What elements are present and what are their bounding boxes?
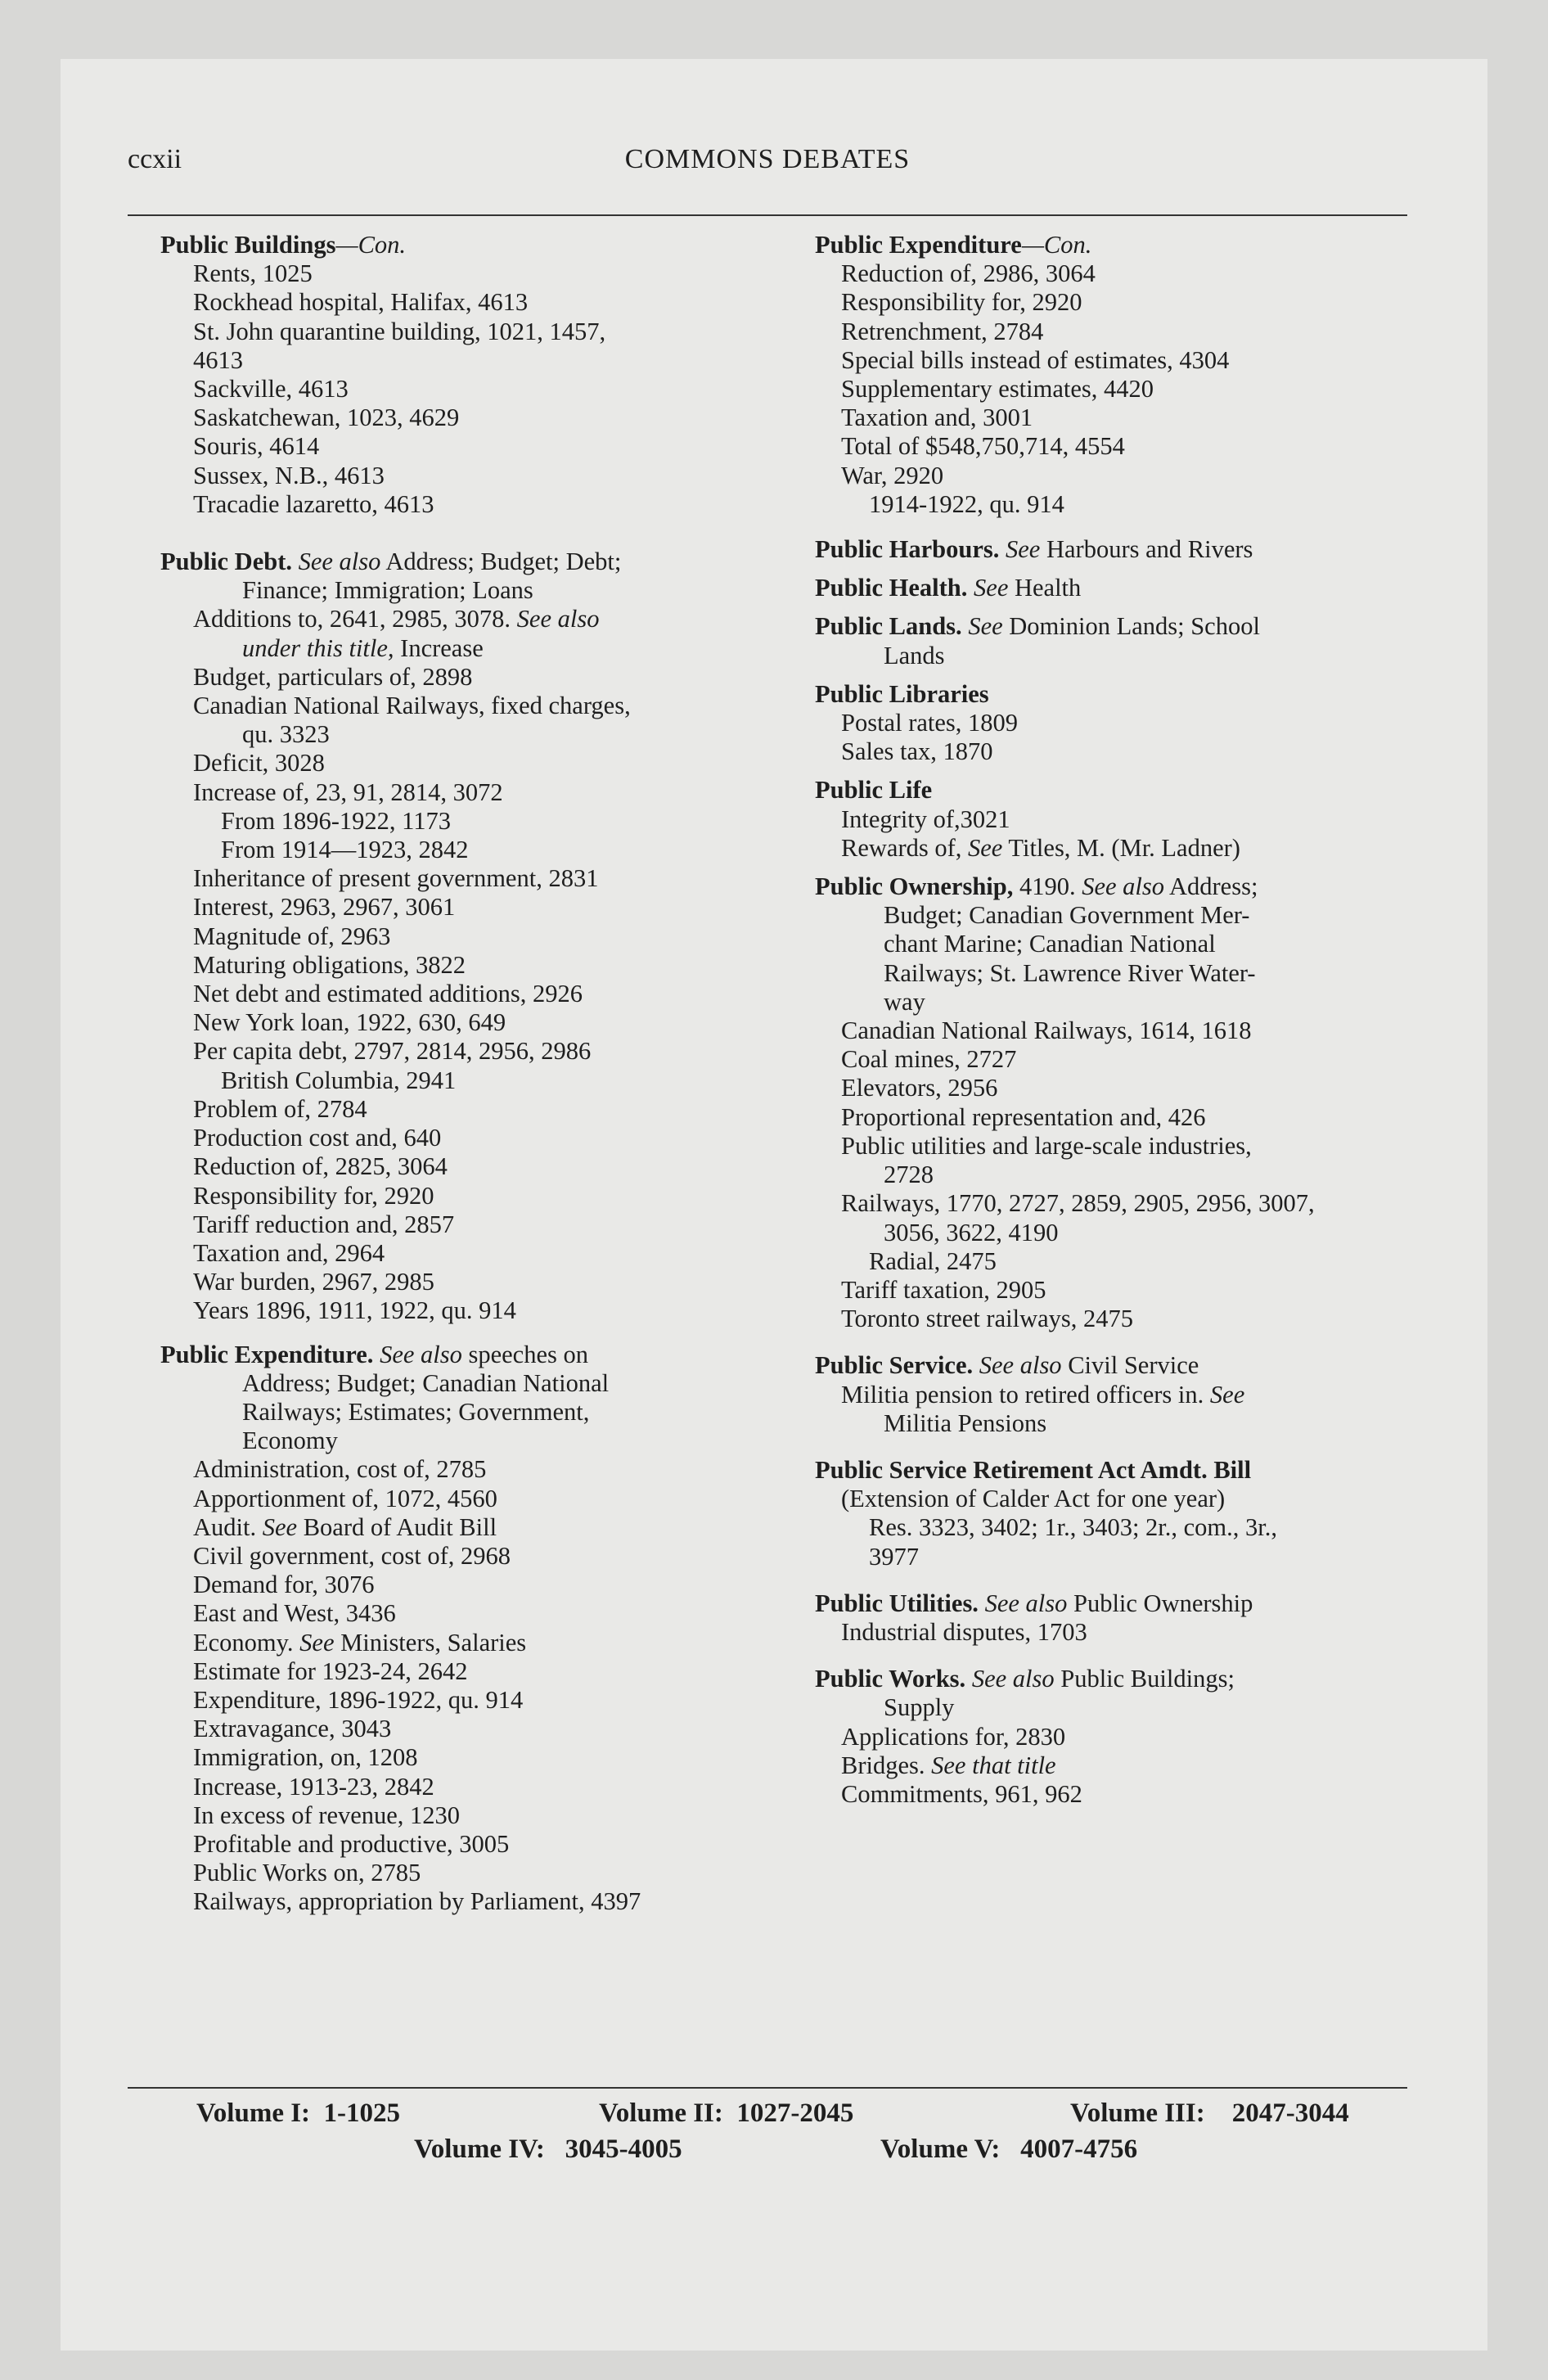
- sub-entry: Res. 3323, 3402; 1r., 3403; 2r., com., 3r.,: [869, 1513, 1278, 1542]
- entry-heading: Public Ownership,: [815, 872, 1014, 901]
- sub-entry-text: Rewards of,: [841, 833, 962, 862]
- volume-2: [599, 2098, 853, 2129]
- index-entry-public-debt: [160, 548, 799, 576]
- sub-entry: Extravagance, 3043: [193, 1715, 392, 1743]
- entry-heading: Public Expenditure.: [160, 1340, 374, 1368]
- see-also-label: See also: [380, 1340, 462, 1368]
- sub-entry: Budget, particulars of, 2898: [193, 662, 473, 691]
- entry-heading: Public Lands.: [815, 612, 962, 641]
- sub-entry: [841, 1381, 1463, 1409]
- cross-reference-cont: Railways; St. Lawrence River Water-: [884, 958, 1256, 987]
- sub-sub-entry: From 1896-1922, 1173: [221, 806, 451, 835]
- index-entry-public-expenditure-cont: [815, 231, 1463, 259]
- sub-entry: Railways, appropriation by Parliament, 4397: [193, 1887, 641, 1916]
- cross-reference: Dominion Lands; School: [1009, 612, 1260, 641]
- sub-entry: Responsibility for, 2920: [841, 288, 1082, 317]
- sub-entry: Railways, 1770, 2727, 2859, 2905, 2956, 3007,: [841, 1189, 1315, 1218]
- spacer: [193, 519, 799, 548]
- sub-entry: Deficit, 3028: [193, 749, 325, 778]
- sub-entry: [841, 1751, 1463, 1780]
- continued-label: —Con.: [1021, 231, 1092, 259]
- see-also-label: under this title,: [242, 633, 394, 662]
- sub-entry: In excess of revenue, 1230: [193, 1801, 461, 1829]
- sub-entry: Apportionment of, 1072, 4560: [193, 1484, 497, 1512]
- sub-entry: War burden, 2967, 2985: [193, 1268, 434, 1296]
- cross-reference-cont: Supply: [884, 1693, 955, 1722]
- volume-1: [196, 2098, 400, 2129]
- cross-reference-cont: Address; Budget; Canadian National: [242, 1368, 610, 1397]
- cross-reference: speeches on: [468, 1340, 588, 1368]
- spacer: [841, 519, 1463, 535]
- index-entry-public-libraries: Public Libraries: [815, 679, 989, 708]
- index-entry-public-service: [815, 1351, 1463, 1380]
- index-entry-public-service-retirement: Public Service Retirement Act Amdt. Bill: [815, 1455, 1252, 1484]
- volume-label: Volume III:: [1070, 2098, 1205, 2128]
- sub-entry: Taxation and, 2964: [193, 1238, 385, 1267]
- entry-heading: Public Expenditure: [815, 231, 1022, 259]
- sub-entry: Toronto street railways, 2475: [841, 1305, 1134, 1333]
- see-also-label: See also: [298, 548, 381, 576]
- cross-reference-cont: Finance; Immigration; Loans: [242, 576, 533, 605]
- sub-entry: War, 2920: [841, 461, 944, 489]
- see-also-label: See also: [971, 1665, 1055, 1693]
- entry-heading: Public Health.: [815, 574, 968, 602]
- sub-entry: Net debt and estimated additions, 2926: [193, 980, 583, 1008]
- continued-label: —Con.: [335, 231, 407, 259]
- sub-entry: Total of $548,750,714, 4554: [841, 432, 1125, 461]
- cross-reference: Address;: [1168, 872, 1258, 901]
- sub-entry-cont: [193, 634, 799, 663]
- cross-reference: Board of Audit Bill: [303, 1512, 497, 1541]
- volume-range: 4007-4756: [1020, 2134, 1138, 2164]
- sub-entry: St. John quarantine building, 1021, 1457,: [193, 317, 606, 345]
- sub-entry: Reduction of, 2986, 3064: [841, 259, 1096, 288]
- spacer: [841, 766, 1463, 776]
- sub-entry: Canadian National Railways, 1614, 1618: [841, 1016, 1252, 1045]
- volume-label: Volume II:: [599, 2098, 723, 2128]
- sub-entry: Responsibility for, 2920: [193, 1181, 434, 1210]
- sub-entry: Retrenchment, 2784: [841, 317, 1044, 345]
- page-header: [128, 144, 1407, 185]
- sub-entry-text: Additions to, 2641, 2985, 3078.: [193, 605, 511, 633]
- spacer: [193, 1326, 799, 1341]
- see-label: See: [1006, 535, 1041, 564]
- sub-entry: Postal rates, 1809: [841, 709, 1019, 737]
- volume-4: [414, 2134, 682, 2165]
- sub-entry: Elevators, 2956: [841, 1074, 998, 1102]
- sub-entry: Saskatchewan, 1023, 4629: [193, 403, 460, 432]
- volume-range: 2047-3044: [1231, 2098, 1349, 2128]
- cross-reference-cont: Budget; Canadian Government Mer-: [884, 901, 1250, 930]
- spacer: [841, 602, 1463, 612]
- sub-entry-cont: 3977: [869, 1542, 919, 1571]
- sub-entry: Per capita debt, 2797, 2814, 2956, 2986: [193, 1037, 592, 1066]
- volume-label: Volume IV:: [414, 2134, 545, 2164]
- cross-reference-cont: way: [884, 987, 925, 1016]
- sub-entry: Sussex, N.B., 4613: [193, 461, 385, 489]
- sub-entry: Integrity of,3021: [841, 805, 1010, 833]
- volume-range: 3045-4005: [565, 2134, 682, 2164]
- sub-entry: Public Works on, 2785: [193, 1859, 421, 1887]
- cross-reference-cont: chant Marine; Canadian National: [884, 930, 1216, 958]
- sub-entry-cont: 4613: [193, 345, 243, 374]
- volume-range: 1-1025: [323, 2098, 401, 2128]
- see-label: See: [968, 833, 1003, 862]
- sub-entry: Problem of, 2784: [193, 1094, 367, 1123]
- cross-reference: Harbours and Rivers: [1046, 535, 1253, 564]
- index-entry-public-utilities: [815, 1589, 1463, 1618]
- spacer: [841, 1438, 1463, 1456]
- sub-entry: Coal mines, 2727: [841, 1045, 1017, 1074]
- running-title: COMMONS DEBATES: [624, 144, 911, 174]
- cross-reference: Public Ownership: [1073, 1589, 1253, 1617]
- cross-reference-cont: Railways; Estimates; Government,: [242, 1397, 590, 1426]
- volume-5: [880, 2134, 1137, 2165]
- sub-sub-entry: 1914-1922, qu. 914: [869, 489, 1064, 518]
- sub-entry: Administration, cost of, 2785: [193, 1455, 487, 1484]
- sub-entry: Years 1896, 1911, 1922, qu. 914: [193, 1296, 516, 1325]
- spacer: [841, 1571, 1463, 1589]
- entry-heading: Public Buildings: [160, 231, 336, 259]
- sub-entry: Expenditure, 1896-1922, qu. 914: [193, 1685, 524, 1714]
- sub-entry: Demand for, 3076: [193, 1571, 375, 1599]
- footer-rule: [128, 2087, 1407, 2089]
- see-also-label: See also: [516, 605, 600, 633]
- cross-reference: Titles, M. (Mr. Ladner): [1008, 833, 1240, 862]
- entry-heading: Public Utilities.: [815, 1589, 979, 1617]
- cross-reference-cont: Economy: [242, 1427, 338, 1455]
- spacer: [841, 1333, 1463, 1351]
- see-label: See: [1209, 1380, 1245, 1409]
- sub-entry: Special bills instead of estimates, 4304: [841, 345, 1230, 374]
- header-rule: [128, 214, 1407, 216]
- sub-entry: Reduction of, 2825, 3064: [193, 1152, 448, 1181]
- sub-entry: Inheritance of present government, 2831: [193, 864, 599, 893]
- sub-entry: Public utilities and large-scale industries,: [841, 1131, 1252, 1160]
- sub-entry: Sales tax, 1870: [841, 737, 993, 766]
- sub-sub-entry: From 1914—1923, 2842: [221, 836, 469, 864]
- index-entry-public-buildings: [160, 231, 799, 259]
- see-also-label: See also: [979, 1351, 1062, 1380]
- sub-entry: Profitable and productive, 3005: [193, 1829, 510, 1858]
- sub-entry: Tracadie lazaretto, 4613: [193, 489, 434, 518]
- sub-entry: Commitments, 961, 962: [841, 1779, 1082, 1808]
- entry-heading: Public Service.: [815, 1351, 974, 1380]
- sub-entry: Immigration, on, 1208: [193, 1743, 418, 1772]
- cross-reference: Civil Service: [1068, 1351, 1199, 1380]
- spacer: [841, 564, 1463, 574]
- see-label: See that title: [931, 1751, 1056, 1779]
- sub-entry: Tariff reduction and, 2857: [193, 1210, 455, 1238]
- sub-entry: Supplementary estimates, 4420: [841, 375, 1154, 403]
- page-number: ccxii: [128, 144, 182, 174]
- index-entry-public-expenditure: [160, 1341, 799, 1369]
- sub-entry-text: Bridges.: [841, 1751, 925, 1779]
- volume-3: [1070, 2098, 1349, 2129]
- cross-reference: Ministers, Salaries: [340, 1628, 527, 1657]
- sub-sub-entry: Radial, 2475: [869, 1246, 997, 1275]
- right-column: [815, 231, 1463, 1809]
- sub-entry-cont: 2728: [884, 1161, 934, 1189]
- cross-reference-cont: Lands: [884, 641, 945, 669]
- spacer: [841, 670, 1463, 680]
- cross-reference-cont: Militia Pensions: [884, 1409, 1047, 1437]
- sub-entry: Canadian National Railways, fixed charges,: [193, 692, 631, 720]
- index-entry-public-ownership: [815, 872, 1463, 901]
- sub-entry: Rockhead hospital, Halifax, 4613: [193, 288, 529, 317]
- sub-entry: Magnitude of, 2963: [193, 922, 391, 950]
- volume-label: Volume V:: [880, 2134, 1001, 2164]
- sub-entry-cont: 3056, 3622, 4190: [884, 1218, 1059, 1246]
- sub-entry: New York loan, 1922, 630, 649: [193, 1008, 506, 1037]
- sub-entry-cont: qu. 3323: [242, 720, 330, 749]
- sub-entry-text: Audit.: [193, 1512, 257, 1541]
- sub-entry: [841, 834, 1463, 863]
- see-label: See: [974, 574, 1009, 602]
- entry-heading: Public Works.: [815, 1665, 966, 1693]
- sub-entry: (Extension of Calder Act for one year): [841, 1485, 1226, 1513]
- sub-entry: Industrial disputes, 1703: [841, 1617, 1087, 1646]
- sub-entry: Proportional representation and, 426: [841, 1102, 1206, 1131]
- sub-entry: Tariff taxation, 2905: [841, 1275, 1046, 1304]
- index-entry-public-works: [815, 1665, 1463, 1693]
- sub-entry: Applications for, 2830: [841, 1722, 1066, 1751]
- volume-range: 1027-2045: [736, 2098, 854, 2128]
- cross-reference: Public Buildings;: [1060, 1665, 1235, 1693]
- sub-entry: [193, 1513, 799, 1542]
- sub-entry-text: Economy.: [193, 1628, 294, 1657]
- sub-entry: Increase, 1913-23, 2842: [193, 1772, 434, 1801]
- see-label: See: [968, 612, 1003, 641]
- volume-label: Volume I:: [196, 2098, 311, 2128]
- index-entry-public-harbours: [815, 535, 1463, 564]
- see-also-label: See also: [984, 1589, 1068, 1617]
- cross-reference: Address; Budget; Debt;: [385, 548, 622, 576]
- entry-heading: Public Debt.: [160, 548, 292, 576]
- sub-entry: Civil government, cost of, 2968: [193, 1541, 511, 1570]
- sub-entry: Interest, 2963, 2967, 3061: [193, 893, 456, 922]
- spacer: [841, 1647, 1463, 1665]
- sub-entry: Estimate for 1923-24, 2642: [193, 1657, 468, 1685]
- see-label: See: [262, 1512, 298, 1541]
- sub-entry: East and West, 3436: [193, 1599, 396, 1628]
- see-also-label: See also: [1082, 872, 1165, 901]
- cross-reference: Increase: [400, 633, 484, 662]
- sub-entry: Taxation and, 3001: [841, 403, 1033, 432]
- sub-entry: Maturing obligations, 3822: [193, 950, 466, 979]
- see-label: See: [299, 1628, 335, 1657]
- sub-entry-text: Militia pension to retired officers in.: [841, 1380, 1204, 1409]
- index-entry-public-lands: [815, 612, 1463, 641]
- sub-entry: [193, 1629, 799, 1657]
- entry-heading: Public Harbours.: [815, 535, 1000, 564]
- cross-reference: Health: [1014, 574, 1082, 602]
- left-column: [160, 231, 799, 1917]
- sub-entry: Production cost and, 640: [193, 1124, 442, 1152]
- sub-entry: Increase of, 23, 91, 2814, 3072: [193, 778, 503, 806]
- page-ref: 4190.: [1019, 872, 1076, 901]
- index-entry-public-life: Public Life: [815, 776, 933, 805]
- spacer: [841, 863, 1463, 872]
- sub-entry: Sackville, 4613: [193, 375, 349, 403]
- index-entry-public-health: [815, 574, 1463, 602]
- sub-entry: Rents, 1025: [193, 259, 313, 288]
- sub-sub-entry: British Columbia, 2941: [221, 1066, 457, 1094]
- sub-entry: [193, 605, 799, 633]
- sub-entry: Souris, 4614: [193, 432, 320, 461]
